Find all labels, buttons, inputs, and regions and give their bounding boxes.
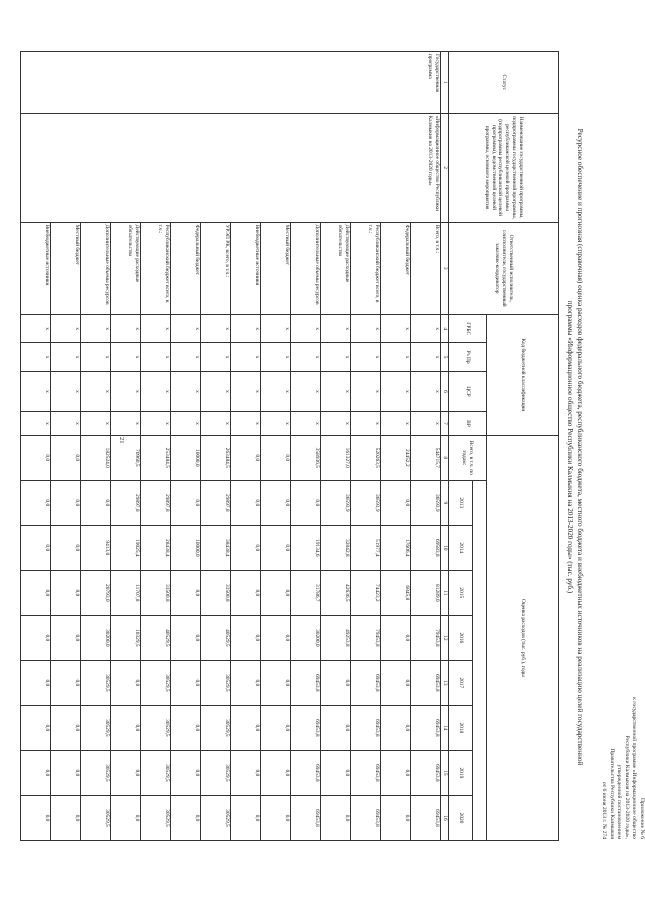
appendix-line: Республики Калмыкия на 2013-2020 годы»,	[623, 735, 630, 839]
year-value-cell: 69453,8	[411, 705, 441, 750]
year-value-cell: 0,0	[381, 480, 411, 525]
year-value-cell: 0,0	[21, 660, 51, 705]
year-value-cell: 0,0	[51, 795, 81, 840]
budget-code-cell: x	[201, 412, 231, 436]
header-year: 2015	[449, 570, 473, 615]
year-value-cell: 0,0	[171, 705, 201, 750]
budget-code-cell: x	[141, 343, 171, 371]
budget-code-cell: x	[381, 343, 411, 371]
budget-code-cell: x	[321, 343, 351, 371]
year-value-cell: 0,0	[261, 570, 291, 615]
budget-code-cell: x	[51, 314, 81, 342]
budget-code-cell: x	[351, 314, 381, 342]
year-value-cell: 0,0	[261, 750, 291, 795]
rotated-landscape-page	[44, 47, 645, 847]
year-value-cell: 0,0	[111, 795, 141, 840]
year-value-cell: 30529,5	[141, 750, 171, 795]
row-label: Местный бюджет	[261, 222, 291, 314]
year-value-cell: 0,0	[171, 750, 201, 795]
budget-code-cell: x	[51, 371, 81, 411]
year-value-cell: 0,0	[21, 615, 51, 660]
year-value-cell: 69453,8	[351, 795, 381, 840]
row-label: Республиканский бюджет всего, в т.ч.:	[351, 222, 381, 314]
header-year: 2020	[449, 795, 473, 840]
budget-code-cell: x	[231, 371, 261, 411]
document-title	[565, 47, 585, 847]
year-value-cell: 0,0	[261, 615, 291, 660]
year-value-cell: 69453,8	[411, 795, 441, 840]
budget-code-cell: x	[231, 343, 261, 371]
appendix-note	[600, 479, 645, 839]
program-status-cell: Государственная программа	[21, 52, 441, 114]
year-value-cell: 0,0	[291, 480, 321, 525]
budget-code-cell: x	[111, 412, 141, 436]
year-value-cell: 0,0	[51, 525, 81, 570]
budget-code-cell: x	[351, 343, 381, 371]
year-value-cell: 0,0	[321, 660, 351, 705]
total-cell: 544715,7	[411, 435, 441, 480]
year-value-cell: 40529,5	[201, 615, 231, 660]
year-value-cell: 0,0	[21, 480, 51, 525]
budget-code-cell: x	[411, 412, 441, 436]
year-value-cell: 0,0	[51, 480, 81, 525]
year-value-cell: 0,0	[21, 795, 51, 840]
year-value-cell: 6845,8	[381, 570, 411, 615]
year-value-cell: 33500,8	[201, 570, 231, 615]
row-label: Внебюджетные источники	[21, 222, 51, 314]
year-value-cell: 79453,8	[351, 615, 381, 660]
total-cell: 263484,5	[201, 435, 231, 480]
year-value-cell: 30529,5	[201, 705, 231, 750]
year-value-cell: 0,0	[381, 750, 411, 795]
budget-code-cell: x	[201, 343, 231, 371]
year-value-cell: 0,0	[81, 480, 111, 525]
total-cell: 253484,5	[141, 435, 171, 480]
budget-code-cell: x	[201, 314, 231, 342]
budget-code-cell: x	[21, 371, 51, 411]
year-value-cell: 19134,6	[291, 525, 321, 570]
budget-code-cell: x	[261, 343, 291, 371]
budget-code-cell: x	[21, 314, 51, 342]
budget-code-cell: x	[381, 371, 411, 411]
total-cell: 24452,2	[381, 435, 411, 480]
appendix-line: к государственной программе «Информационное общество	[631, 697, 638, 839]
year-value-cell: 0,0	[51, 750, 81, 795]
total-cell: 182524,0	[81, 435, 111, 480]
budget-code-cell: x	[411, 314, 441, 342]
budget-code-cell: x	[321, 412, 351, 436]
year-value-cell: 51977,4	[351, 525, 381, 570]
year-value-cell: 0,0	[21, 750, 51, 795]
year-value-cell: 36593,9	[351, 480, 381, 525]
column-number: 7	[441, 412, 449, 436]
column-number: 14	[441, 705, 449, 750]
year-value-cell: 81289,0	[411, 570, 441, 615]
year-value-cell: 0,0	[171, 795, 201, 840]
total-cell: 0,0	[261, 435, 291, 480]
year-value-cell: 29897,8	[111, 480, 141, 525]
year-value-cell: 20793,0	[81, 570, 111, 615]
year-value-cell: 0,0	[321, 705, 351, 750]
year-value-cell: 30200,0	[81, 615, 111, 660]
year-value-cell: 33500,8	[141, 570, 171, 615]
year-value-cell: 30529,5	[201, 750, 231, 795]
row-label: Федеральный бюджет	[171, 222, 201, 314]
budget-code-cell: x	[51, 412, 81, 436]
year-value-cell: 0,0	[111, 660, 141, 705]
year-value-cell: 30529,5	[201, 795, 231, 840]
total-cell: 10000,0	[171, 435, 201, 480]
year-value-cell: 30529,5	[81, 660, 111, 705]
row-label: Федеральный бюджет	[381, 222, 411, 314]
budget-code-cell: x	[171, 371, 201, 411]
budget-code-cell: x	[81, 343, 111, 371]
year-value-cell: 0,0	[171, 480, 201, 525]
row-label: Дополнительные объемы ресурсов	[291, 222, 321, 314]
year-value-cell: 69453,8	[291, 705, 321, 750]
year-value-cell: 0,0	[231, 480, 261, 525]
appendix-line: Приложение № 6	[639, 798, 645, 839]
year-value-cell: 10329,5	[111, 615, 141, 660]
year-value-cell: 10000,0	[171, 525, 201, 570]
header-years-blank	[473, 480, 487, 840]
year-value-cell: 30529,5	[141, 795, 171, 840]
row-label: Дополнительные объемы ресурсов	[81, 222, 111, 314]
year-value-cell: 49253,8	[321, 615, 351, 660]
column-number: 13	[441, 660, 449, 705]
header-year: 2013	[449, 480, 473, 525]
budget-code-cell: x	[291, 343, 321, 371]
year-value-cell: 0,0	[171, 615, 201, 660]
year-value-cell: 0,0	[51, 570, 81, 615]
total-cell: 0,0	[51, 435, 81, 480]
year-value-cell: 74423,2	[351, 570, 381, 615]
year-value-cell: 11707,8	[111, 570, 141, 615]
budget-code-cell: x	[141, 314, 171, 342]
year-value-cell: 69453,8	[411, 660, 441, 705]
title-line-2: программы «Информационное общество Республики Калмыкия на 2013-2020 годы» (тыс. руб.)	[565, 300, 574, 594]
header-rzpr: Рз Пр	[449, 343, 487, 371]
year-value-cell: 30529,5	[141, 660, 171, 705]
year-value-cell: 0,0	[231, 660, 261, 705]
budget-code-cell: x	[171, 343, 201, 371]
year-value-cell: 30529,5	[81, 705, 111, 750]
row-label: Внебюджетные источники	[231, 222, 261, 314]
row-label: Местный бюджет	[51, 222, 81, 314]
year-value-cell: 0,0	[51, 615, 81, 660]
year-value-cell: 0,0	[321, 750, 351, 795]
header-executor: Ответственный исполнитель, соисполнители, государственный заказчик-координатор	[449, 222, 559, 314]
total-cell: 0,0	[231, 435, 261, 480]
year-value-cell: 69453,8	[351, 750, 381, 795]
header-budget-code: Код бюджетной классификации	[487, 314, 559, 435]
budget-code-cell: x	[141, 412, 171, 436]
year-value-cell: 36593,9	[411, 480, 441, 525]
header-year: 2018	[449, 705, 473, 750]
column-number: 15	[441, 750, 449, 795]
column-number: 3	[441, 222, 449, 314]
budget-code-cell: x	[231, 412, 261, 436]
header-year: 2019	[449, 750, 473, 795]
budget-code-cell: x	[111, 343, 141, 371]
year-value-cell: 9413,0	[81, 525, 111, 570]
column-number: 10	[441, 525, 449, 570]
year-value-cell: 0,0	[231, 750, 261, 795]
row-label: Всего, в т.ч.:	[411, 222, 441, 314]
year-value-cell: 29897,8	[141, 480, 171, 525]
year-value-cell: 69453,8	[291, 750, 321, 795]
year-value-cell: 0,0	[261, 705, 291, 750]
year-value-cell: 36593,9	[321, 480, 351, 525]
column-number: 9	[441, 480, 449, 525]
year-value-cell: 0,0	[231, 525, 261, 570]
title-line-1: Ресурсное обеспечение и прогнозная (справочная) оценка расходов федерального бюджета, республиканского бюджета, местного бюджета и внебюджетных источников на реализацию целей государственной	[576, 128, 584, 766]
year-value-cell: 0,0	[171, 570, 201, 615]
appendix-line: от 6 июня 2013 г. № 274	[601, 781, 608, 839]
year-value-cell: 31786,7	[291, 570, 321, 615]
year-value-cell: 0,0	[51, 660, 81, 705]
year-value-cell: 0,0	[51, 705, 81, 750]
year-value-cell: 17606,4	[381, 525, 411, 570]
budget-code-cell: x	[411, 343, 441, 371]
total-cell: 0,0	[21, 435, 51, 480]
header-year: 2017	[449, 660, 473, 705]
total-cell: 358936,5	[291, 435, 321, 480]
year-value-cell: 0,0	[261, 480, 291, 525]
budget-code-cell: x	[261, 314, 291, 342]
budget-code-cell: x	[21, 343, 51, 371]
column-number: 8	[441, 435, 449, 480]
header-vr: ВР	[449, 412, 487, 436]
year-value-cell: 30529,5	[81, 750, 111, 795]
year-value-cell: 30529,5	[141, 705, 171, 750]
year-value-cell: 32842,8	[321, 525, 351, 570]
budget-code-cell: x	[411, 371, 441, 411]
year-value-cell: 69453,8	[351, 660, 381, 705]
total-cell: 70960,5	[111, 435, 141, 480]
budget-code-cell: x	[81, 371, 111, 411]
year-value-cell: 0,0	[261, 660, 291, 705]
budget-code-cell: x	[321, 371, 351, 411]
year-value-cell: 0,0	[381, 660, 411, 705]
header-year: 2016	[449, 615, 473, 660]
budget-code-cell: x	[351, 371, 381, 411]
year-value-cell: 69453,8	[291, 795, 321, 840]
year-value-cell: 0,0	[21, 570, 51, 615]
column-number: 11	[441, 570, 449, 615]
column-number: 2	[441, 113, 449, 222]
budget-code-cell: x	[261, 412, 291, 436]
budget-code-cell: x	[141, 371, 171, 411]
header-total: Всего, в т.ч. по годам:	[449, 435, 487, 480]
program-name-cell: «Информационное общество Республики Калмыкия на 2013-2020 годы»	[21, 113, 441, 222]
budget-code-cell: x	[351, 412, 381, 436]
year-value-cell: 30200,0	[291, 615, 321, 660]
year-value-cell: 30529,5	[201, 660, 231, 705]
appendix-line: утвержденной постановлением	[616, 764, 623, 839]
year-value-cell: 0,0	[21, 705, 51, 750]
budget-code-cell: x	[261, 371, 291, 411]
year-value-cell: 79453,8	[411, 615, 441, 660]
year-value-cell: 38438,4	[201, 525, 231, 570]
budget-code-cell: x	[51, 343, 81, 371]
table-row	[411, 52, 441, 841]
year-value-cell: 40529,5	[141, 615, 171, 660]
budget-code-cell: x	[381, 314, 411, 342]
budget-code-cell: x	[291, 412, 321, 436]
column-number: 16	[441, 795, 449, 840]
page-number: 21	[118, 437, 125, 444]
column-number: 4	[441, 314, 449, 342]
row-label: Действующие расходные обязательства	[111, 222, 141, 314]
budget-code-cell: x	[81, 412, 111, 436]
year-value-cell: 0,0	[111, 750, 141, 795]
total-cell: 161327,0	[321, 435, 351, 480]
budget-code-cell: x	[321, 314, 351, 342]
header-year: 2014	[449, 525, 473, 570]
year-value-cell: 30529,5	[81, 795, 111, 840]
budget-code-cell: x	[21, 412, 51, 436]
year-value-cell: 69453,8	[351, 705, 381, 750]
year-value-cell: 0,0	[231, 795, 261, 840]
column-number: 6	[441, 371, 449, 411]
year-value-cell: 0,0	[381, 615, 411, 660]
budget-code-cell: x	[291, 314, 321, 342]
year-value-cell: 69453,8	[291, 660, 321, 705]
year-value-cell: 19025,4	[111, 525, 141, 570]
header-program-name: Наименование государственной программы, подпрограммы государственной программы, республиканской целевой программы (подпрограммы республиканской целевой программы), ведомственной целевой программы, основного мероприятия	[449, 113, 559, 222]
year-value-cell: 0,0	[111, 705, 141, 750]
budget-code-cell: x	[171, 314, 201, 342]
budget-code-cell: x	[231, 314, 261, 342]
budget-code-cell: x	[171, 412, 201, 436]
budget-code-cell: x	[291, 371, 321, 411]
year-value-cell: 28438,4	[141, 525, 171, 570]
year-value-cell: 42636,5	[321, 570, 351, 615]
year-value-cell: 0,0	[231, 570, 261, 615]
column-number: 5	[441, 343, 449, 371]
year-value-cell: 0,0	[231, 615, 261, 660]
year-value-cell: 0,0	[261, 525, 291, 570]
header-status: Статус	[449, 52, 559, 114]
year-value-cell: 0,0	[231, 705, 261, 750]
appendix-line: Правительства Республики Калмыкия	[608, 748, 615, 839]
year-value-cell: 0,0	[21, 525, 51, 570]
row-label: Действующие расходные обязательства	[321, 222, 351, 314]
year-value-cell: 29897,8	[201, 480, 231, 525]
column-number: 1	[441, 52, 449, 114]
budget-code-cell: x	[81, 314, 111, 342]
year-value-cell: 69583,8	[411, 525, 441, 570]
total-cell: 520263,5	[351, 435, 381, 480]
resource-table	[20, 51, 559, 841]
year-value-cell: 0,0	[321, 795, 351, 840]
row-label: УРЭП РК, всего, в т.ч.:	[201, 222, 231, 314]
year-value-cell: 69453,8	[411, 750, 441, 795]
budget-code-cell: x	[201, 371, 231, 411]
column-number: 12	[441, 615, 449, 660]
header-grbs: ГРБС	[449, 314, 487, 342]
year-value-cell: 0,0	[171, 660, 201, 705]
row-label: Республиканский бюджет всего, в т.ч.:	[141, 222, 171, 314]
year-value-cell: 0,0	[381, 705, 411, 750]
budget-code-cell: x	[111, 371, 141, 411]
header-estimate: Оценка расходов (тыс. руб.), годы	[487, 435, 559, 840]
year-value-cell: 0,0	[261, 795, 291, 840]
year-value-cell: 0,0	[381, 795, 411, 840]
budget-code-cell: x	[381, 412, 411, 436]
budget-code-cell: x	[111, 314, 141, 342]
header-csr: ЦСР	[449, 371, 487, 411]
